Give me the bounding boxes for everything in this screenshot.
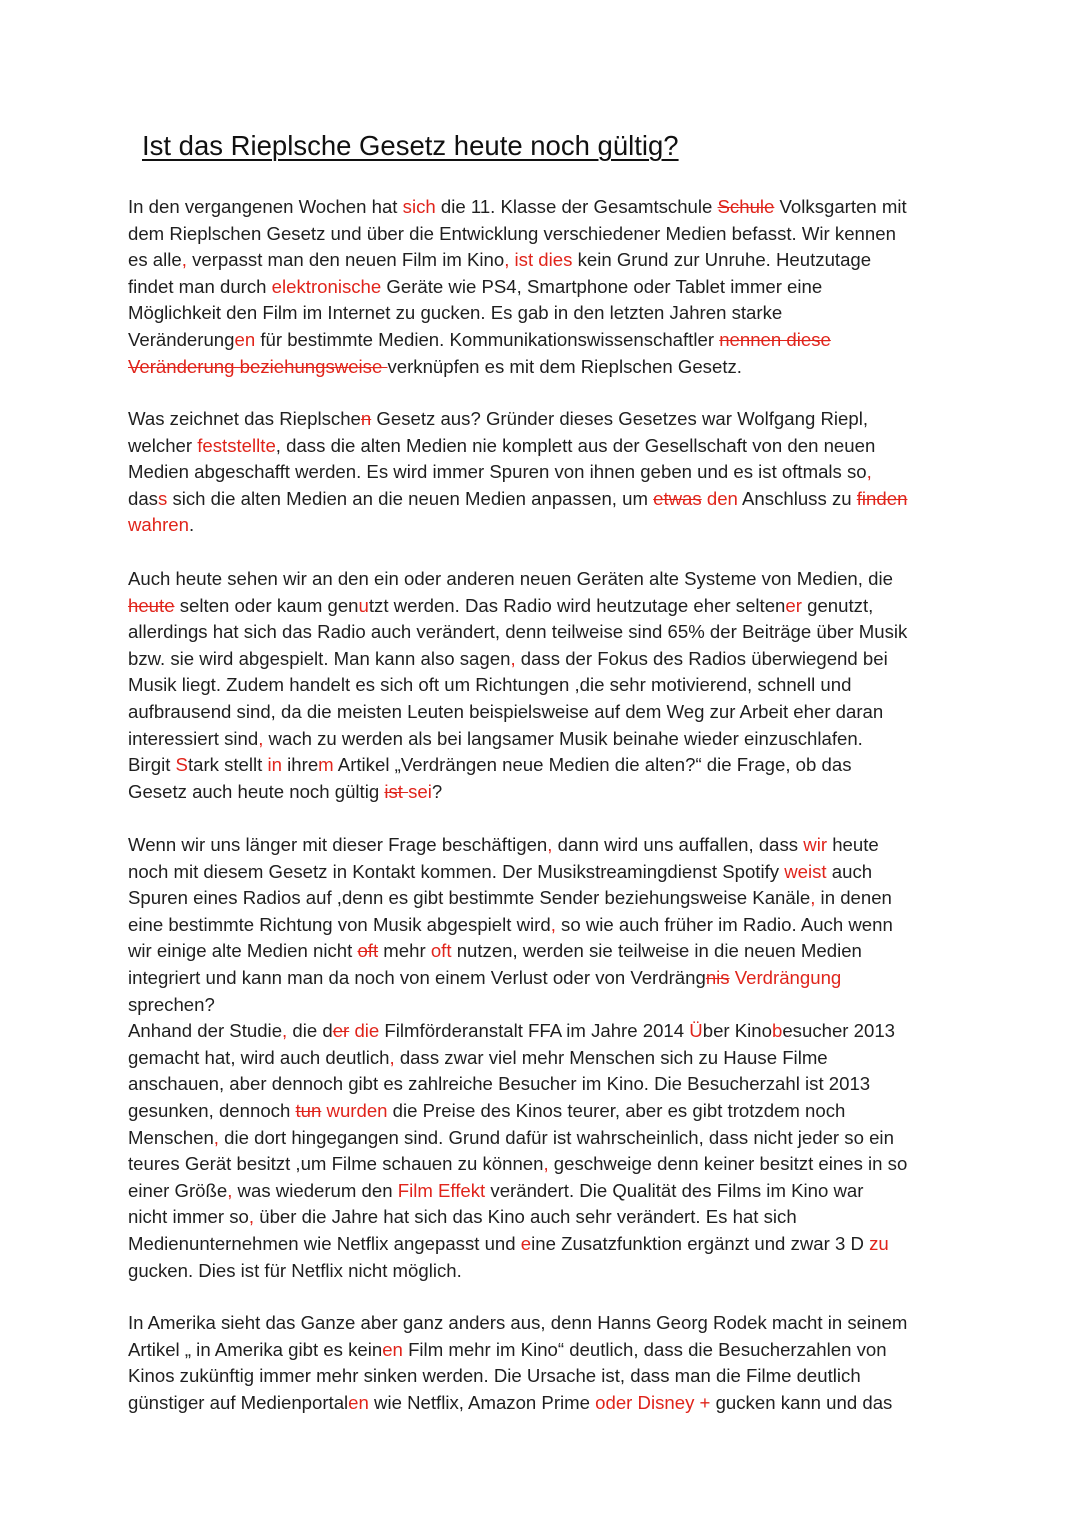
text-line: [128, 752, 958, 779]
text-segment: Kinos zukünftig immer mehr sinken werden. Die Ursache ist, dass man die Filme deutlich: [128, 1365, 861, 1387]
paragraph-1: [128, 194, 958, 380]
text-segment: heute: [827, 834, 879, 855]
correction-insert: den: [706, 487, 738, 509]
text-line: [128, 1231, 958, 1258]
correction-insert: zu: [869, 1232, 889, 1254]
text-line: [128, 406, 958, 433]
text-segment: wir einige alte Medien nicht: [128, 940, 358, 962]
correction-insert: ,: [248, 1206, 255, 1228]
text-segment: geschweige denn keiner besitzt eines in so: [548, 1153, 908, 1175]
text-segment: ber Kino: [702, 1020, 772, 1042]
correction-insert: Verdrängung: [734, 966, 842, 988]
paragraph-4: [128, 832, 958, 1284]
text-segment: wie Netflix, Amazon Prime: [368, 1391, 596, 1413]
text-line: [128, 247, 958, 274]
correction-strikethrough: etwas: [653, 487, 702, 509]
text-segment: noch mit diesem Gesetz in Kontakt kommen. Der Musikstreamingdienst Spotify: [128, 860, 785, 882]
text-segment: Gesetz auch heute noch gültig: [128, 780, 385, 802]
text-segment: Wenn wir uns länger mit dieser Frage beschäftigen: [128, 834, 548, 855]
correction-strikethrough: oft: [357, 940, 379, 962]
correction-insert: ,: [258, 727, 264, 749]
text-segment: Musik liegt. Zudem handelt es sich oft um Richtungen ,die sehr motivierend, schnell und: [128, 674, 852, 696]
text-line: [128, 1098, 958, 1125]
text-segment: die dort hingegangen sind. Grund dafür ist wahrscheinlich, dass nicht jeder so ein: [218, 1126, 894, 1148]
text-segment: Möglichkeit den Film im Internet zu gucken. Es gab in den letzten Jahren starke: [128, 302, 783, 324]
text-segment: integriert und kann man da noch von einem Verlust oder von Verdräng: [128, 966, 706, 988]
page-title: Ist das Rieplsche Gesetz heute noch gültig?: [142, 130, 679, 161]
correction-strikethrough: nennen diese: [719, 328, 831, 350]
text-segment: tzt werden. Das Radio wird heutzutage eher selten: [368, 594, 786, 616]
text-segment: Was zeichnet das Rieplsche: [128, 408, 361, 429]
text-segment: mehr: [378, 940, 431, 962]
text-segment: kein Grund zur Unruhe. Heutzutage: [572, 249, 872, 271]
text-segment: dann wird uns auffallen, dass: [552, 834, 804, 855]
correction-strikethrough: Schule: [717, 196, 775, 217]
text-segment: in denen: [815, 887, 892, 909]
correction-insert: ,: [810, 887, 816, 909]
text-line: [128, 1390, 958, 1417]
correction-insert: oder Disney +: [595, 1391, 711, 1413]
text-segment: teures Gerät besitzt ,um Filme schauen zu können: [128, 1153, 544, 1175]
correction-insert: in: [267, 754, 282, 776]
text-segment: die 11. Klasse der Gesamtschule: [435, 196, 718, 217]
text-segment: Artikel „ in Amerika gibt es kein: [128, 1338, 383, 1360]
text-line: [128, 912, 958, 939]
text-line: [128, 965, 958, 992]
text-segment: findet man durch: [128, 275, 272, 297]
correction-insert: wahren: [128, 514, 189, 536]
text-segment: für bestimmte Medien. Kommunikationswissenschaftler: [255, 328, 720, 350]
text-segment: günstiger auf Medienportal: [128, 1391, 349, 1413]
correction-insert: ,: [550, 913, 556, 935]
text-segment: dem Rieplschen Gesetz und über die Entwicklung verschiedener Medien befasst. Wir kennen: [128, 222, 896, 244]
correction-strikethrough: nis: [705, 966, 730, 988]
text-line: [128, 1310, 958, 1337]
correction-insert: ,: [181, 249, 187, 271]
correction-insert: ,: [282, 1020, 288, 1042]
text-segment: ine Zusatzfunktion ergänzt und zwar 3 D: [531, 1232, 870, 1254]
text-segment: .: [188, 514, 195, 536]
text-segment: verändert. Die Qualität des Films im Kino war: [485, 1179, 864, 1201]
text-line: [128, 274, 958, 301]
text-segment: Spuren eines Radios auf ,denn es gibt bestimmte Sender beziehungsweise Kanäle: [128, 887, 811, 909]
text-segment: dass zwar viel mehr Menschen sich zu Hause Filme: [394, 1046, 828, 1068]
correction-insert: ,: [227, 1179, 233, 1201]
correction-insert: die: [354, 1020, 380, 1042]
text-segment: bzw. sie wird abgespielt. Man kann also sagen: [128, 647, 511, 669]
text-line: [128, 938, 958, 965]
correction-insert: en: [348, 1391, 369, 1413]
correction-strikethrough: heute: [128, 594, 175, 616]
correction-strikethrough: n: [360, 408, 372, 429]
correction-strikethrough: ist: [384, 780, 409, 802]
text-segment: welcher: [128, 434, 198, 456]
text-line: [128, 566, 958, 593]
correction-insert: ,: [389, 1046, 395, 1068]
text-segment: ?: [431, 780, 443, 802]
text-line: [128, 1337, 958, 1364]
correction-insert: ,: [213, 1126, 219, 1148]
text-segment: Veränderung: [128, 328, 235, 350]
text-segment: verpasst man den neuen Film im Kino: [186, 249, 505, 271]
text-segment: gesunken, dennoch: [128, 1099, 296, 1121]
text-segment: gucken kann und das: [710, 1391, 893, 1413]
text-line: [128, 433, 958, 460]
text-segment: Volksgarten mit: [774, 196, 907, 217]
correction-insert: b: [772, 1020, 783, 1042]
text-segment: das: [128, 487, 158, 509]
text-line: [128, 1045, 958, 1072]
text-line: [128, 779, 958, 806]
text-segment: gemacht hat, wird auch deutlich: [128, 1046, 390, 1068]
correction-insert: ,: [510, 647, 516, 669]
text-line: [128, 1151, 958, 1178]
text-segment: In Amerika sieht das Ganze aber ganz anders aus, denn Hanns Georg Rodek macht in seinem: [128, 1312, 908, 1333]
correction-insert: wir: [803, 834, 828, 855]
text-line: [128, 859, 958, 886]
correction-insert: feststellte: [197, 434, 276, 456]
text-segment: Auch heute sehen wir an den ein oder anderen neuen Geräten alte Systeme von Medien, die: [128, 568, 893, 589]
paragraph-2: [128, 406, 958, 539]
text-segment: eine bestimmte Richtung von Musik abgespielt wird: [128, 913, 551, 935]
correction-insert: oft: [430, 940, 452, 962]
text-segment: sprechen?: [128, 993, 215, 1015]
text-segment: dass der Fokus des Radios überwiegend bei: [515, 647, 888, 669]
text-segment: nicht immer so: [128, 1206, 249, 1228]
correction-insert: Ü: [689, 1020, 703, 1042]
text-line: [128, 646, 958, 673]
correction-insert: ,: [547, 834, 553, 855]
correction-insert: sich: [402, 196, 436, 217]
correction-strikethrough: tun: [295, 1099, 322, 1121]
text-line: [128, 194, 958, 221]
text-line: [128, 1258, 958, 1285]
text-line: [128, 327, 958, 354]
text-segment: Film mehr im Kino“ deutlich, dass die Besucherzahlen von: [402, 1338, 887, 1360]
correction-insert: wurden: [326, 1099, 388, 1121]
text-segment: allerdings hat sich das Radio auch verändert, denn teilweise sind 65% der Beiträge über Musik: [128, 621, 908, 643]
correction-strikethrough: finden: [856, 487, 908, 509]
correction-insert: er: [785, 594, 802, 616]
text-segment: nutzen, werden sie teilweise in die neuen Medien: [451, 940, 862, 962]
text-segment: über die Jahre hat sich das Kino auch sehr verändert. Es hat sich: [254, 1206, 797, 1228]
text-line: [128, 1018, 958, 1045]
text-segment: gucken. Dies ist für Netflix nicht möglich.: [128, 1259, 462, 1281]
text-segment: ihre: [281, 754, 319, 776]
correction-insert: S: [175, 754, 188, 776]
correction-insert: s: [157, 487, 168, 509]
text-line: [128, 1071, 958, 1098]
correction-insert: sei: [408, 780, 432, 802]
correction-insert: ,: [866, 461, 872, 483]
paragraph-3: [128, 566, 958, 805]
text-line: [128, 885, 958, 912]
correction-insert: weist: [784, 860, 827, 882]
text-segment: In den vergangenen Wochen hat: [128, 196, 403, 217]
correction-insert: u: [358, 594, 369, 616]
text-segment: Artikel „Verdrängen neue Medien die alten?“ die Frage, ob das: [333, 754, 852, 776]
text-segment: Birgit: [128, 754, 176, 776]
text-segment: Medienunternehmen wie Netflix angepasst und: [128, 1232, 521, 1254]
paragraph-5: [128, 1310, 958, 1416]
text-line: [128, 1125, 958, 1152]
text-line: [128, 486, 958, 513]
correction-insert: en: [382, 1338, 403, 1360]
text-line: [128, 726, 958, 753]
correction-insert: m: [318, 754, 334, 776]
text-segment: aufbrausend sind, da die meisten Leuten beispielsweise auf dem Weg zur Arbeit eher daran: [128, 700, 884, 722]
text-segment: Anschluss zu: [737, 487, 857, 509]
text-segment: Geräte wie PS4, Smartphone oder Tablet immer eine: [381, 275, 823, 297]
text-line: [128, 354, 958, 381]
text-segment: Gesetz aus? Gründer dieses Gesetzes war Wolfgang Riepl,: [371, 408, 868, 429]
correction-strikethrough: er: [332, 1020, 350, 1042]
text-segment: tark stellt: [187, 754, 268, 776]
correction-insert: elektronische: [271, 275, 382, 297]
text-segment: wach zu werden als bei langsamer Musik beinahe wieder einzuschlafen.: [263, 727, 863, 749]
text-line: [128, 459, 958, 486]
text-segment: anschauen, aber dennoch gibt es zahlreiche Besucher im Kino. Die Besucherzahl ist 2013: [128, 1073, 871, 1095]
text-line: [128, 672, 958, 699]
text-segment: einer Größe: [128, 1179, 228, 1201]
text-segment: auch: [826, 860, 873, 882]
text-line: [128, 699, 958, 726]
text-line: [128, 992, 958, 1019]
text-line: [128, 300, 958, 327]
text-line: [128, 1178, 958, 1205]
text-line: [128, 619, 958, 646]
text-segment: die Preise des Kinos teurer, aber es gibt trotzdem noch: [387, 1099, 846, 1121]
text-segment: selten oder kaum gen: [174, 594, 359, 616]
correction-insert: , ist dies: [504, 249, 573, 271]
text-segment: verknüpfen es mit dem Rieplschen Gesetz.: [387, 355, 742, 377]
correction-insert: Film Effekt: [397, 1179, 486, 1201]
correction-strikethrough: Veränderung beziehungsweise: [128, 355, 388, 377]
text-segment: Filmförderanstalt FFA im Jahre 2014: [379, 1020, 690, 1042]
text-segment: esucher 2013: [782, 1020, 896, 1042]
text-segment: Medien abgeschafft werden. Es wird immer Spuren von ihnen geben und es ist oftmals so: [128, 461, 867, 483]
text-line: [128, 512, 958, 539]
text-line: [128, 221, 958, 248]
text-segment: es alle: [128, 249, 182, 271]
correction-insert: ,: [543, 1153, 549, 1175]
correction-insert: e: [520, 1232, 532, 1254]
text-line: [128, 593, 958, 620]
text-line: [128, 832, 958, 859]
text-segment: Anhand der Studie: [128, 1020, 283, 1042]
text-segment: genutzt,: [801, 594, 874, 616]
text-segment: Menschen: [128, 1126, 214, 1148]
text-segment: sich die alten Medien an die neuen Medien anpassen, um: [167, 487, 654, 509]
text-line: [128, 1363, 958, 1390]
correction-insert: en: [234, 328, 256, 350]
text-segment: , dass die alten Medien nie komplett aus der Gesellschaft von den neuen: [275, 434, 876, 456]
text-segment: die d: [287, 1020, 333, 1042]
text-segment: so wie auch früher im Radio. Auch wenn: [555, 913, 893, 935]
text-segment: interessiert sind: [128, 727, 259, 749]
text-segment: was wiederum den: [232, 1179, 398, 1201]
text-line: [128, 1204, 958, 1231]
